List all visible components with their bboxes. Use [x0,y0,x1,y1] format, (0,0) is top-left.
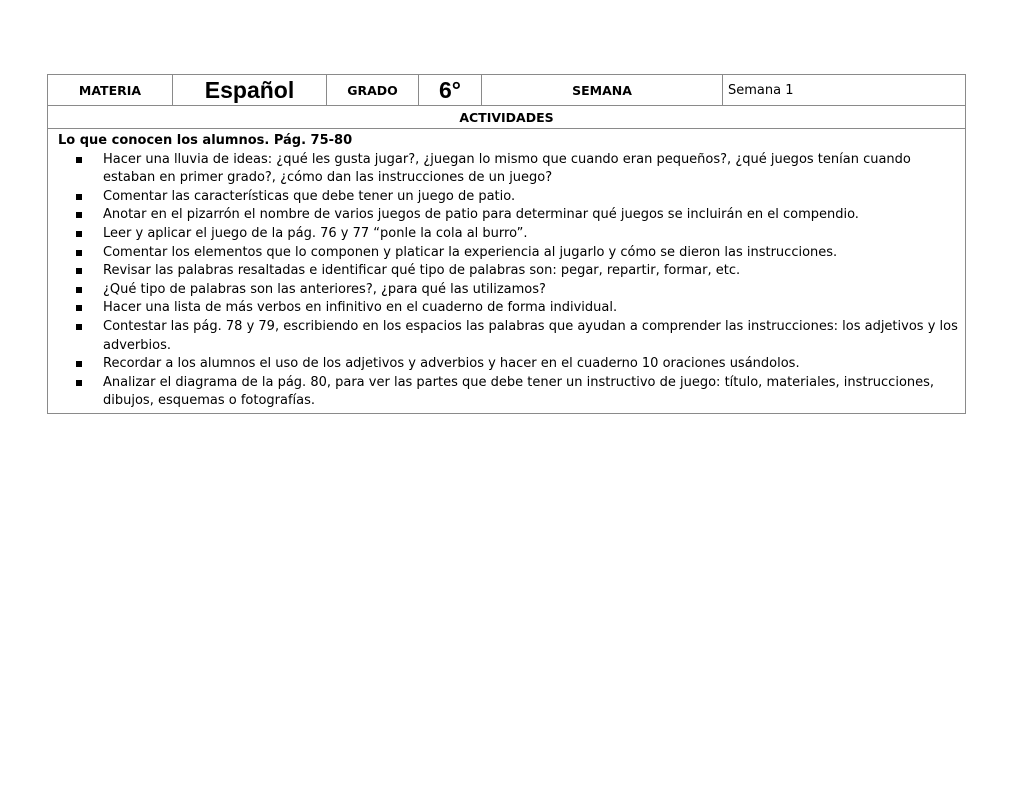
activity-text: Comentar las características que debe tener un juego de patio. [103,188,516,204]
activity-text: ¿Qué tipo de palabras son las anteriores?, ¿para qué las utilizamos? [103,281,546,297]
semana-value: Semana 1 [723,75,966,106]
activity-text: Anotar en el pizarrón el nombre de varios juegos de patio para determinar qué juegos se incluirán en el compendio. [103,207,859,223]
bullet-icon [76,287,82,293]
bullet-icon [76,361,82,367]
activity-item [103,355,959,374]
activities-heading: Lo que conocen los alumnos. Pág. 75-80 [58,133,353,148]
activities-list [58,151,959,411]
activity-item [103,262,959,281]
activities-title-row [48,106,966,129]
activity-text: Analizar el diagrama de la pág. 80, para ver las partes que debe tener un instructivo de juego: título, materiales, instrucciones, dibujos, esquemas o fotografías. [103,374,935,409]
materia-label: MATERIA [48,75,173,106]
bullet-icon [76,250,82,256]
activity-text: Hacer una lista de más verbos en infinitivo en el cuaderno de forma individual. [103,300,618,316]
activities-body-row [48,129,966,414]
activity-text: Contestar las pág. 78 y 79, escribiendo en los espacios las palabras que ayudan a comprender las instrucciones: los adjetivos y los adverbios. [103,318,958,353]
bullet-icon [76,268,82,274]
activity-text: Leer y aplicar el juego de la pág. 76 y 77 “ponle la cola al burro”. [103,225,528,241]
activity-item [103,188,959,207]
activity-text: Comentar los elementos que lo componen y platicar la experiencia al jugarlo y cómo se dieron las instrucciones. [103,244,838,260]
activity-item [103,281,959,300]
activity-text: Recordar a los alumnos el uso de los adjetivos y adverbios y hacer en el cuaderno 10 oraciones usándolos. [103,356,800,372]
activity-item [103,374,959,411]
bullet-icon [76,157,82,163]
bullet-icon [76,380,82,386]
bullet-icon [76,324,82,330]
activity-item [103,151,959,188]
activity-text: Hacer una lluvia de ideas: ¿qué les gusta jugar?, ¿juegan lo mismo que cuando eran pequeños?, ¿qué juegos tenían cuando estaban en primer grado?, ¿cómo dan las instrucciones de un juego? [103,151,911,186]
grado-label: GRADO [327,75,419,106]
bullet-icon [76,194,82,200]
activity-text: Revisar las palabras resaltadas e identificar qué tipo de palabras son: pegar, repartir, formar, etc. [103,263,741,279]
activity-item [103,299,959,318]
activity-item [103,318,959,355]
bullet-icon [76,231,82,237]
activities-title: ACTIVIDADES [48,106,966,129]
header-row [48,75,966,106]
grado-value: 6° [419,75,482,106]
activity-item [103,244,959,263]
activity-item [103,206,959,225]
lesson-plan-table [47,74,966,414]
activities-body [48,129,966,414]
semana-label: SEMANA [482,75,723,106]
bullet-icon [76,212,82,218]
activity-item [103,225,959,244]
materia-value: Español [173,75,327,106]
bullet-icon [76,305,82,311]
